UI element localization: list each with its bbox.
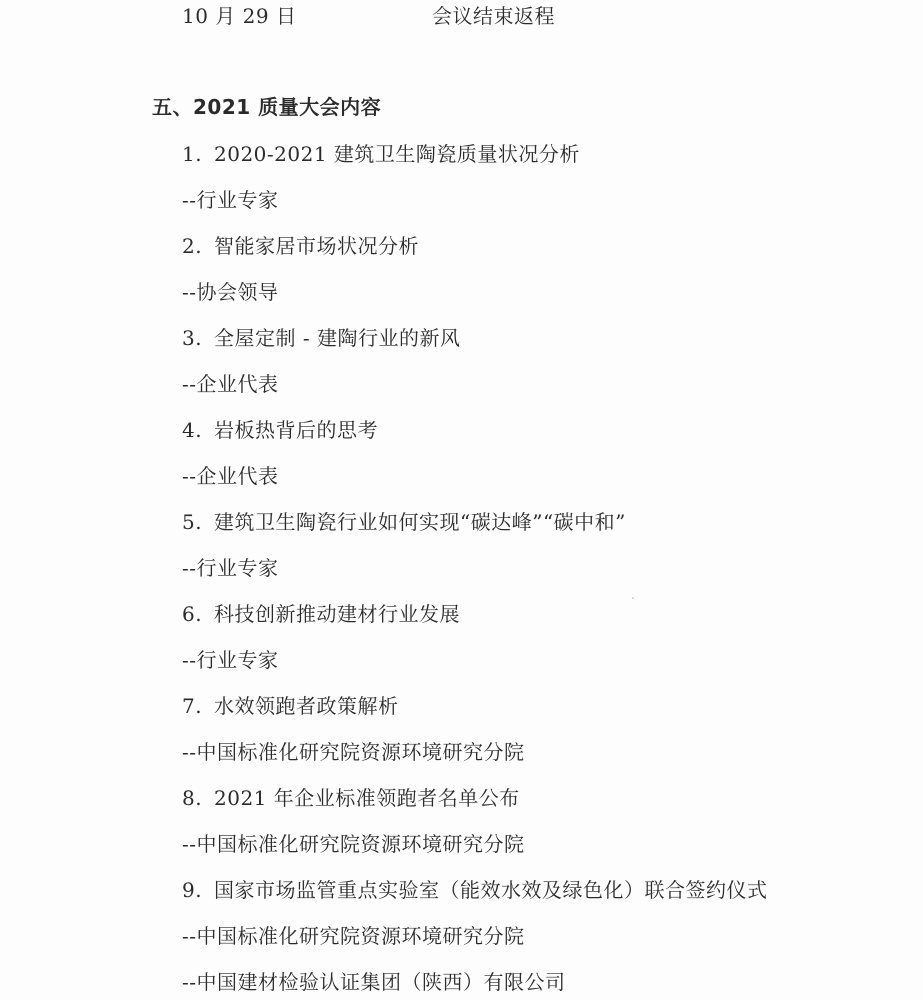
agenda-item-text: 岩板热背后的思考 [214,418,378,442]
agenda-item-title [182,602,460,626]
agenda-item-number: 4. [182,418,203,442]
agenda-item-number: 5. [182,510,203,534]
schedule-date: 10 月 29 日 [182,4,297,28]
agenda-item-number: 6. [182,602,203,626]
agenda-item-speaker: --中国标准化研究院资源环境研究分院 [182,924,525,948]
agenda-item-title [182,142,580,166]
agenda-item-title [182,786,520,810]
agenda-item-number: 3. [182,326,203,350]
agenda-item-speaker: --企业代表 [182,464,279,488]
agenda-item-title [182,418,378,442]
section-heading: 五、2021 质量大会内容 [152,95,382,119]
agenda-item-text: 全屋定制 - 建陶行业的新风 [214,326,461,350]
agenda-item-speaker: --协会领导 [182,280,279,304]
agenda-item-text: 国家市场监管重点实验室（能效水效及绿色化）联合签约仪式 [214,878,768,902]
agenda-item-speaker: --中国标准化研究院资源环境研究分院 [182,832,525,856]
scan-speck [632,597,634,599]
agenda-item-speaker: --行业专家 [182,648,279,672]
agenda-item-number: 8. [182,786,203,810]
agenda-item-text: 2020-2021 建筑卫生陶瓷质量状况分析 [214,142,580,166]
agenda-item-number: 7. [182,694,203,718]
agenda-item-text: 2021 年企业标准领跑者名单公布 [214,786,520,810]
agenda-item-number: 1. [182,142,203,166]
agenda-item-text: 水效领跑者政策解析 [214,694,399,718]
schedule-event: 会议结束返程 [432,4,555,28]
agenda-item-speaker: --行业专家 [182,188,279,212]
agenda-item-text: 科技创新推动建材行业发展 [214,602,460,626]
agenda-item-title [182,878,768,902]
agenda-item-title [182,510,626,534]
agenda-item-title [182,694,399,718]
agenda-item-text: 智能家居市场状况分析 [214,234,419,258]
agenda-item-speaker: --中国建材检验认证集团（陕西）有限公司 [182,970,566,994]
agenda-item-speaker: --行业专家 [182,556,279,580]
agenda-item-title [182,326,460,350]
agenda-item-number: 9. [182,878,203,902]
agenda-item-text: 建筑卫生陶瓷行业如何实现“碳达峰”“碳中和” [214,510,626,534]
agenda-item-speaker: --企业代表 [182,372,279,396]
agenda-item-number: 2. [182,234,203,258]
agenda-item-title [182,234,419,258]
agenda-item-speaker: --中国标准化研究院资源环境研究分院 [182,740,525,764]
